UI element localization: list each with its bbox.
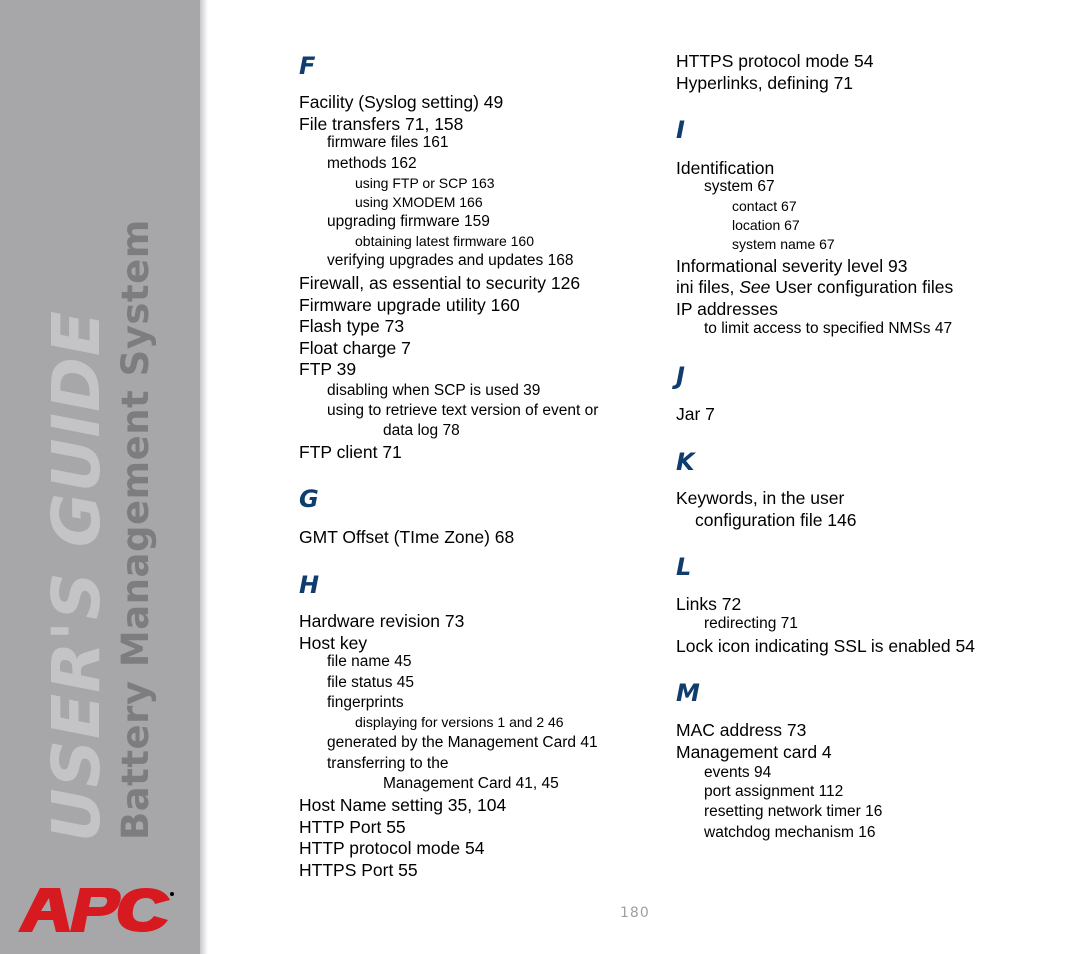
guide-subtitle: Battery Management System <box>114 219 157 840</box>
index-entry: Jar 7 <box>676 404 715 424</box>
index-entry: upgrading firmware 159 <box>327 213 490 230</box>
index-entry: fingerprints <box>327 694 404 711</box>
index-entry: ini files, See User configuration files <box>676 277 954 297</box>
guide-title: USER'S GUIDE <box>38 310 115 842</box>
index-entry: firmware files 161 <box>327 134 449 151</box>
index-entry: HTTP protocol mode 54 <box>299 838 485 858</box>
section-letter: L <box>676 553 692 581</box>
index-entry: verifying upgrades and updates 168 <box>327 252 574 269</box>
section-letter: I <box>676 116 685 144</box>
index-entry: Hyperlinks, defining 71 <box>676 73 854 93</box>
index-entry: configuration file 146 <box>695 510 857 530</box>
section-letter: H <box>299 571 320 599</box>
index-entry: HTTPS Port 55 <box>299 860 418 880</box>
index-entry: using FTP or SCP 163 <box>355 175 495 191</box>
index-entry: disabling when SCP is used 39 <box>327 382 541 399</box>
index-entry: Hardware revision 73 <box>299 611 465 631</box>
index-entry: methods 162 <box>327 155 417 172</box>
index-entry: Host Name setting 35, 104 <box>299 795 507 815</box>
index-entry: resetting network timer 16 <box>704 803 883 820</box>
index-entry: FTP client 71 <box>299 442 402 462</box>
index-entry: Host key <box>299 633 368 653</box>
index-entry: Float charge 7 <box>299 338 411 358</box>
index-entry: events 94 <box>704 764 772 781</box>
index-entry: generated by the Management Card 41 <box>327 734 598 751</box>
index-entry: system name 67 <box>732 236 835 252</box>
index-entry: location 67 <box>732 217 800 233</box>
index-entry: file status 45 <box>327 674 415 691</box>
index-entry: file name 45 <box>327 653 412 670</box>
section-letter: K <box>676 448 695 476</box>
index-entry: Management card 4 <box>676 742 832 762</box>
index-entry: MAC address 73 <box>676 720 807 740</box>
index-entry: data log 78 <box>383 422 460 439</box>
index-entry: watchdog mechanism 16 <box>704 824 876 841</box>
index-entry: HTTP Port 55 <box>299 817 406 837</box>
index-entry: using to retrieve text version of event or <box>327 402 599 419</box>
index-entry: Management Card 41, 45 <box>383 775 559 792</box>
section-letter: G <box>299 485 319 513</box>
index-entry: Firewall, as essential to security 126 <box>299 273 581 293</box>
index-entry: transferring to the <box>327 755 449 772</box>
index-entry: system 67 <box>704 178 775 195</box>
index-entry: obtaining latest firmware 160 <box>355 233 534 249</box>
sidebar-shadow <box>200 0 208 954</box>
index-entry: redirecting 71 <box>704 615 798 632</box>
apc-logo <box>18 884 176 934</box>
section-letter: F <box>299 52 316 80</box>
index-entry: IP addresses <box>676 299 778 319</box>
index-entry: Identification <box>676 158 775 178</box>
index-entry: contact 67 <box>732 198 797 214</box>
index-entry: port assignment 112 <box>704 783 844 800</box>
index-entry: Firmware upgrade utility 160 <box>299 295 520 315</box>
index-entry: File transfers 71, 158 <box>299 114 464 134</box>
section-letter: J <box>676 362 685 390</box>
index-entry: displaying for versions 1 and 2 46 <box>355 714 564 730</box>
index-entry: Links 72 <box>676 594 742 614</box>
index-entry: Lock icon indicating SSL is enabled 54 <box>676 636 975 656</box>
index-entry: using XMODEM 166 <box>355 194 483 210</box>
index-entry: Informational severity level 93 <box>676 256 908 276</box>
index-entry: Flash type 73 <box>299 316 405 336</box>
page-number: 180 <box>620 905 650 921</box>
index-entry: GMT Offset (TIme Zone) 68 <box>299 527 515 547</box>
index-entry: HTTPS protocol mode 54 <box>676 51 874 71</box>
section-letter: M <box>676 679 700 707</box>
index-entry: Keywords, in the user <box>676 488 845 508</box>
index-entry: FTP 39 <box>299 359 357 379</box>
index-entry: Facility (Syslog setting) 49 <box>299 92 504 112</box>
index-entry: to limit access to specified NMSs 47 <box>704 320 953 337</box>
sidebar <box>0 0 200 954</box>
